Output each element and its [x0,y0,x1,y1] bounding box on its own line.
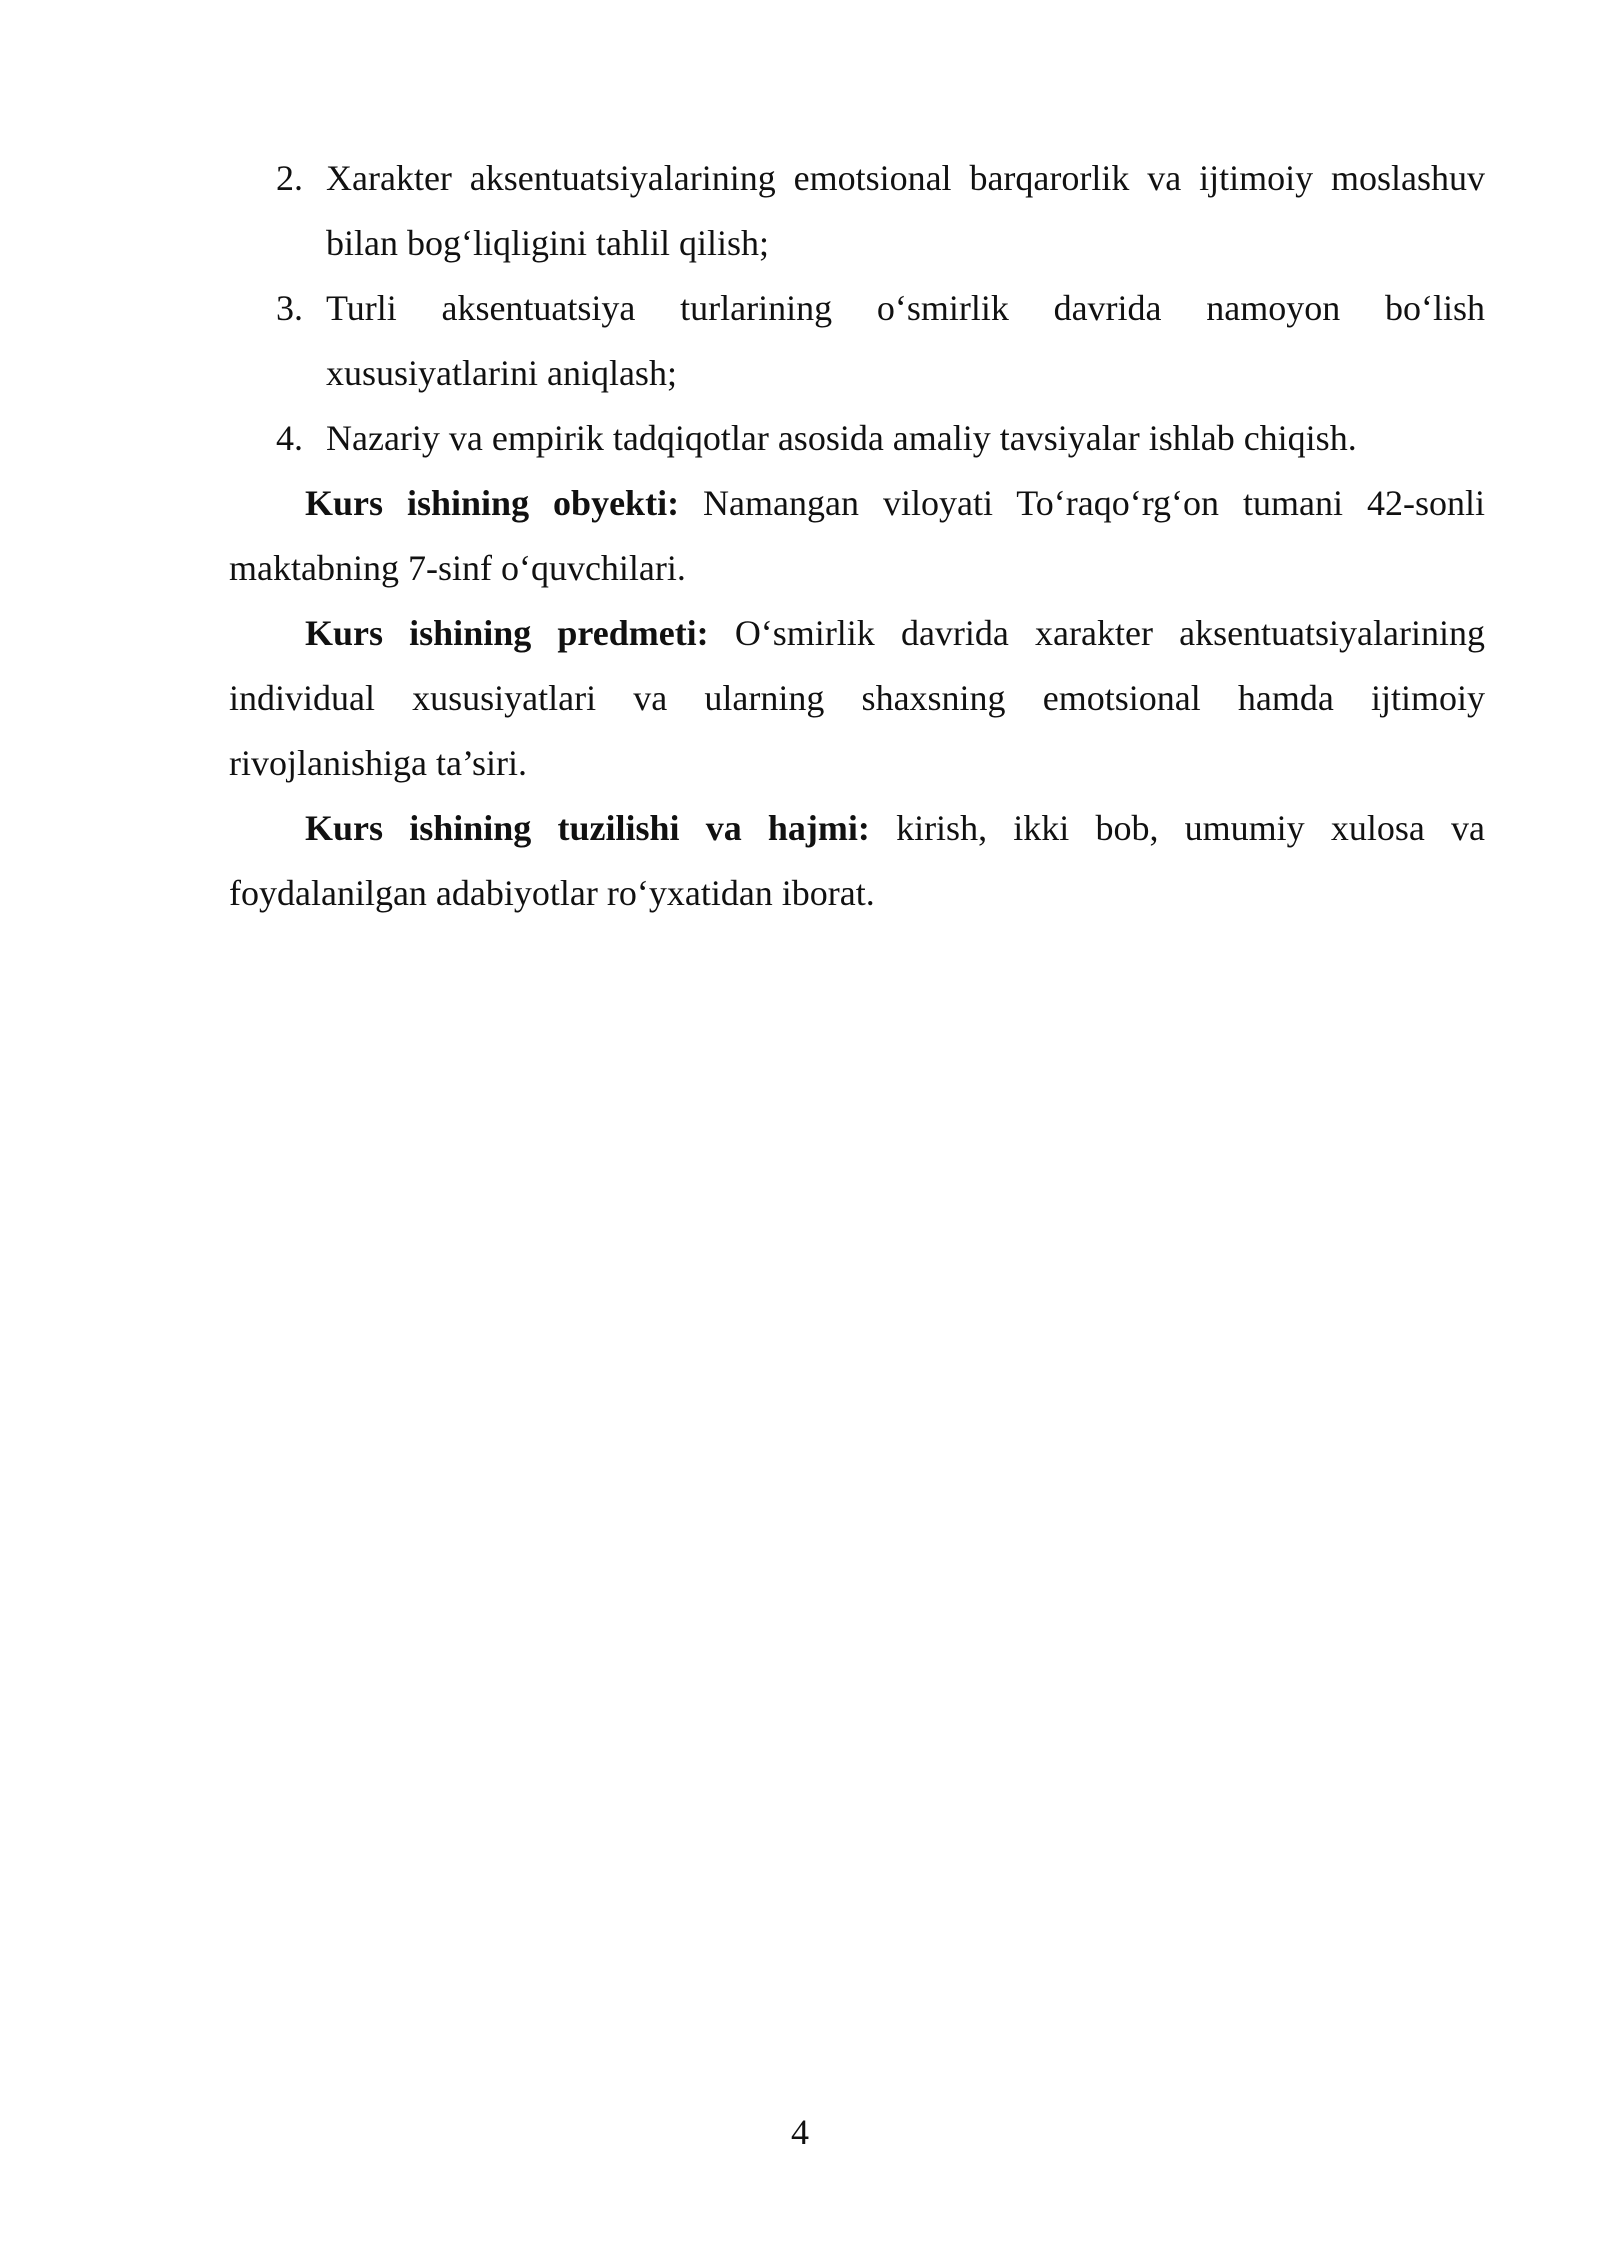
paragraph-text: kirish, ikki bob, umumiy xulosa va foydalanilgan adabiyotlar ro‘yxatidan iborat. [229,808,1485,913]
paragraph-label: Kurs ishining predmeti: [305,613,709,653]
list-item-number: 2. [276,158,303,198]
paragraph-label: Kurs ishining tuzilishi va hajmi: [305,808,870,848]
list-item-number: 3. [276,288,303,328]
page-content [229,146,1485,926]
paragraph-label: Kurs ishining obyekti: [305,483,680,523]
list-item-text: Turli aksentuatsiya turlarining o‘smirlik davrida namoyon bo‘lish xususiyatlarini aniqlash; [326,288,1485,393]
paragraph-subject [229,601,1485,796]
paragraph-text: Namangan viloyati To‘raqo‘rg‘on tumani 42-sonli maktabning 7-sinf o‘quvchilari. [229,483,1485,588]
page-number: 4 [791,2112,809,2152]
list-item [229,406,1485,471]
paragraph-text: O‘smirlik davrida xarakter aksentuatsiyalarining individual xususiyatlari va ularning shaxsning emotsional hamda ijtimoiy rivojlanishiga ta’siri. [229,613,1485,783]
list-item-number: 4. [276,418,303,458]
list-item [229,276,1485,406]
paragraph-structure [229,796,1485,926]
paragraph-object [229,471,1485,601]
list-item-text: Nazariy va empirik tadqiqotlar asosida amaliy tavsiyalar ishlab chiqish. [326,418,1357,458]
list-item [229,146,1485,276]
list-item-text: Xarakter aksentuatsiyalarining emotsional barqarorlik va ijtimoiy moslashuv bilan bog‘liqligini tahlil qilish; [326,158,1485,263]
objectives-list [229,146,1485,471]
